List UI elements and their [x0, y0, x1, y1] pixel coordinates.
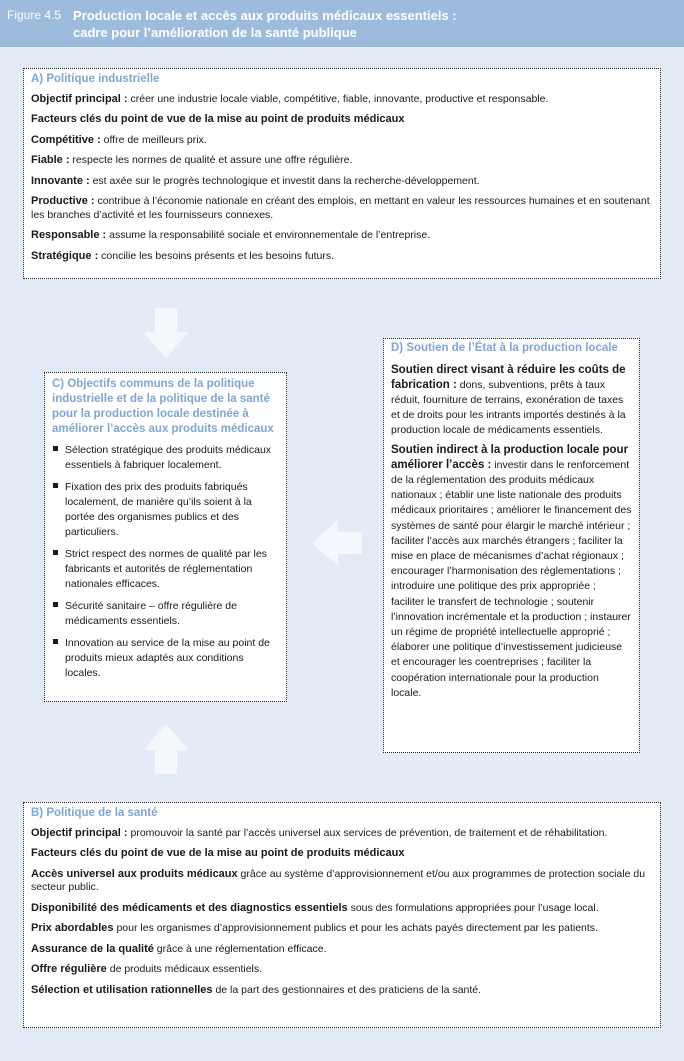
list-item-text: Sélection stratégique des produits médicaux essentiels à fabriquer localement.	[65, 444, 272, 471]
item-text: de la part des gestionnaires et des praticiens de la santé.	[212, 983, 482, 996]
health-policy-item	[31, 984, 653, 998]
item-text: respecte les normes de qualité et assure une offre régulière.	[69, 154, 353, 166]
arrow-up-icon	[143, 724, 189, 774]
list-item-text: Fixation des prix des produits fabriqués localement, de manière qu’ils soient à la portée des organismes publics et des particuliers.	[65, 481, 252, 538]
industrial-policy-item	[31, 175, 653, 189]
list-item	[52, 547, 279, 592]
figure-title	[73, 7, 673, 41]
industrial-policy-item	[31, 250, 653, 264]
bullet-square-icon	[53, 602, 58, 607]
health-policy-item	[31, 963, 653, 977]
common-objectives-box	[44, 372, 287, 702]
figure-header	[0, 0, 684, 47]
health-policy-item	[31, 902, 653, 916]
health-policy-title: B) Politique de la santé	[31, 807, 158, 819]
item-term: Prix abordables	[31, 922, 114, 934]
industrial-policy-item	[31, 113, 653, 127]
industrial-policy-item	[31, 93, 653, 107]
bullet-square-icon	[53, 550, 58, 555]
item-text: concilie les besoins présents et les besoins futurs.	[98, 249, 335, 262]
item-text: grâce au système d’approvisionnement et/ou aux programmes de protection sociale du secteur public.	[31, 867, 646, 893]
item-term: Sélection et utilisation rationnelles	[31, 983, 213, 996]
item-term: Soutien indirect à la production locale pour améliorer l’accès :	[391, 443, 629, 471]
item-text: promouvoir la santé par l’accès universel aux services de prévention, de traitement et de réhabilitation.	[127, 826, 608, 839]
bullet-square-icon	[53, 639, 58, 644]
item-term: Offre régulière	[31, 963, 107, 975]
item-term: Productive :	[31, 195, 95, 207]
item-text: dons, subventions, prêts à taux réduit, fourniture de terrains, exonération de taxes et de droits pour les intrants importés destinés à la production locale de médicaments essentiels.	[391, 378, 626, 437]
state-support-item	[391, 363, 632, 439]
item-text: offre de meilleurs prix.	[100, 133, 207, 146]
list-item-text: Innovation au service de la mise au point de produits mieux adaptés aux conditions locales.	[65, 637, 270, 679]
item-text: contribue à l’économie nationale en créant des emplois, en mettant en valeur les ressources humaines et en soutenant les branches d’activité et les fournisseurs connexes.	[31, 195, 650, 221]
figure-label: Figure 4.5	[7, 8, 62, 22]
bullet-square-icon	[53, 483, 58, 488]
item-term: Facteurs clés du point de vue de la mise au point de produits médicaux	[31, 847, 405, 859]
item-term: Accès universel aux produits médicaux	[31, 867, 238, 880]
item-text: investir dans le renforcement de la réglementation des produits médicaux nationaux ; établir une liste nationale des produits médicaux prioritaires ; améliorer le financement des systèmes de santé pour élargir le marché intérieur ; faciliter l’accès aux marchés étrangers ; faciliter la mise en place de mécanismes d’achat régionaux ; encourager l’harmonisation des réglementations ; introduire une politique des prix appropriée ; faciliter le transfert de technologie ; soutenir l’innovation incrémentale et la production ; instaurer un régime de propriété intellectuelle approprié ; élaborer une politique d’investissement judicieuse et encourager les coentreprises ; faciliter la coopération internationale pour la production locale.	[391, 458, 632, 699]
list-item	[52, 636, 279, 681]
item-text: de produits médicaux essentiels.	[106, 963, 263, 975]
item-text: créer une industrie locale viable, compétitive, fiable, innovante, productive et responsable.	[127, 92, 549, 105]
industrial-policy-item	[31, 229, 653, 243]
item-text: pour les organismes d’approvisionnement publics et pour les achats payés directement par les patients.	[113, 922, 598, 934]
health-policy-box	[23, 802, 661, 1028]
item-term: Responsable :	[31, 229, 107, 241]
item-term: Compétitive :	[31, 133, 101, 146]
state-support-title: D) Soutien de l’État à la production locale	[391, 342, 618, 354]
state-support-box	[383, 338, 640, 753]
health-policy-item	[31, 922, 653, 936]
item-term: Innovante :	[31, 174, 90, 187]
bullet-square-icon	[53, 446, 58, 451]
item-term: Disponibilité des médicaments et des diagnostics essentiels	[31, 901, 348, 914]
health-policy-item	[31, 943, 653, 957]
item-term: Fiable :	[31, 154, 70, 166]
list-item	[52, 443, 279, 473]
item-text: assume la responsabilité sociale et environnementale de l’entreprise.	[106, 229, 431, 241]
figure-title-line-1: Production locale et accès aux produits médicaux essentiels :	[73, 8, 457, 23]
item-term: Facteurs clés du point de vue de la mise au point de produits médicaux	[31, 113, 405, 125]
common-objectives-list	[52, 443, 279, 681]
item-text: est axée sur le progrès technologique et investit dans la recherche-développement.	[89, 174, 480, 187]
item-term: Objectif principal :	[31, 826, 128, 839]
health-policy-item	[31, 847, 653, 861]
item-term: Soutien direct visant à réduire les coûts de fabrication :	[391, 363, 626, 391]
industrial-policy-title: A) Politique industrielle	[31, 73, 160, 85]
common-objectives-title: C) Objectifs communs de la politique industrielle et de la politique de la santé pour la production locale destinée à améliorer l’accès aux produits médicaux	[52, 378, 274, 435]
industrial-policy-item	[31, 195, 653, 222]
list-item-text: Strict respect des normes de qualité par les fabricants et autorités de réglementation nationales efficaces.	[65, 548, 267, 590]
state-support-item	[391, 443, 632, 701]
item-term: Stratégique :	[31, 249, 99, 262]
list-item	[52, 599, 279, 629]
item-term: Objectif principal :	[31, 92, 128, 105]
health-policy-item	[31, 868, 653, 895]
list-item	[52, 480, 279, 540]
arrow-left-icon	[312, 520, 362, 566]
item-term: Assurance de la qualité	[31, 942, 154, 955]
industrial-policy-item	[31, 154, 653, 168]
figure-title-line-2: cadre pour l’amélioration de la santé publique	[73, 25, 357, 40]
industrial-policy-item	[31, 134, 653, 148]
health-policy-item	[31, 827, 653, 841]
industrial-policy-box	[23, 68, 661, 279]
list-item-text: Sécurité sanitaire – offre régulière de médicaments essentiels.	[65, 600, 237, 627]
item-text: grâce à une réglementation efficace.	[153, 942, 327, 955]
item-text: sous des formulations appropriées pour l’usage local.	[347, 901, 599, 914]
arrow-down-icon	[143, 308, 189, 358]
